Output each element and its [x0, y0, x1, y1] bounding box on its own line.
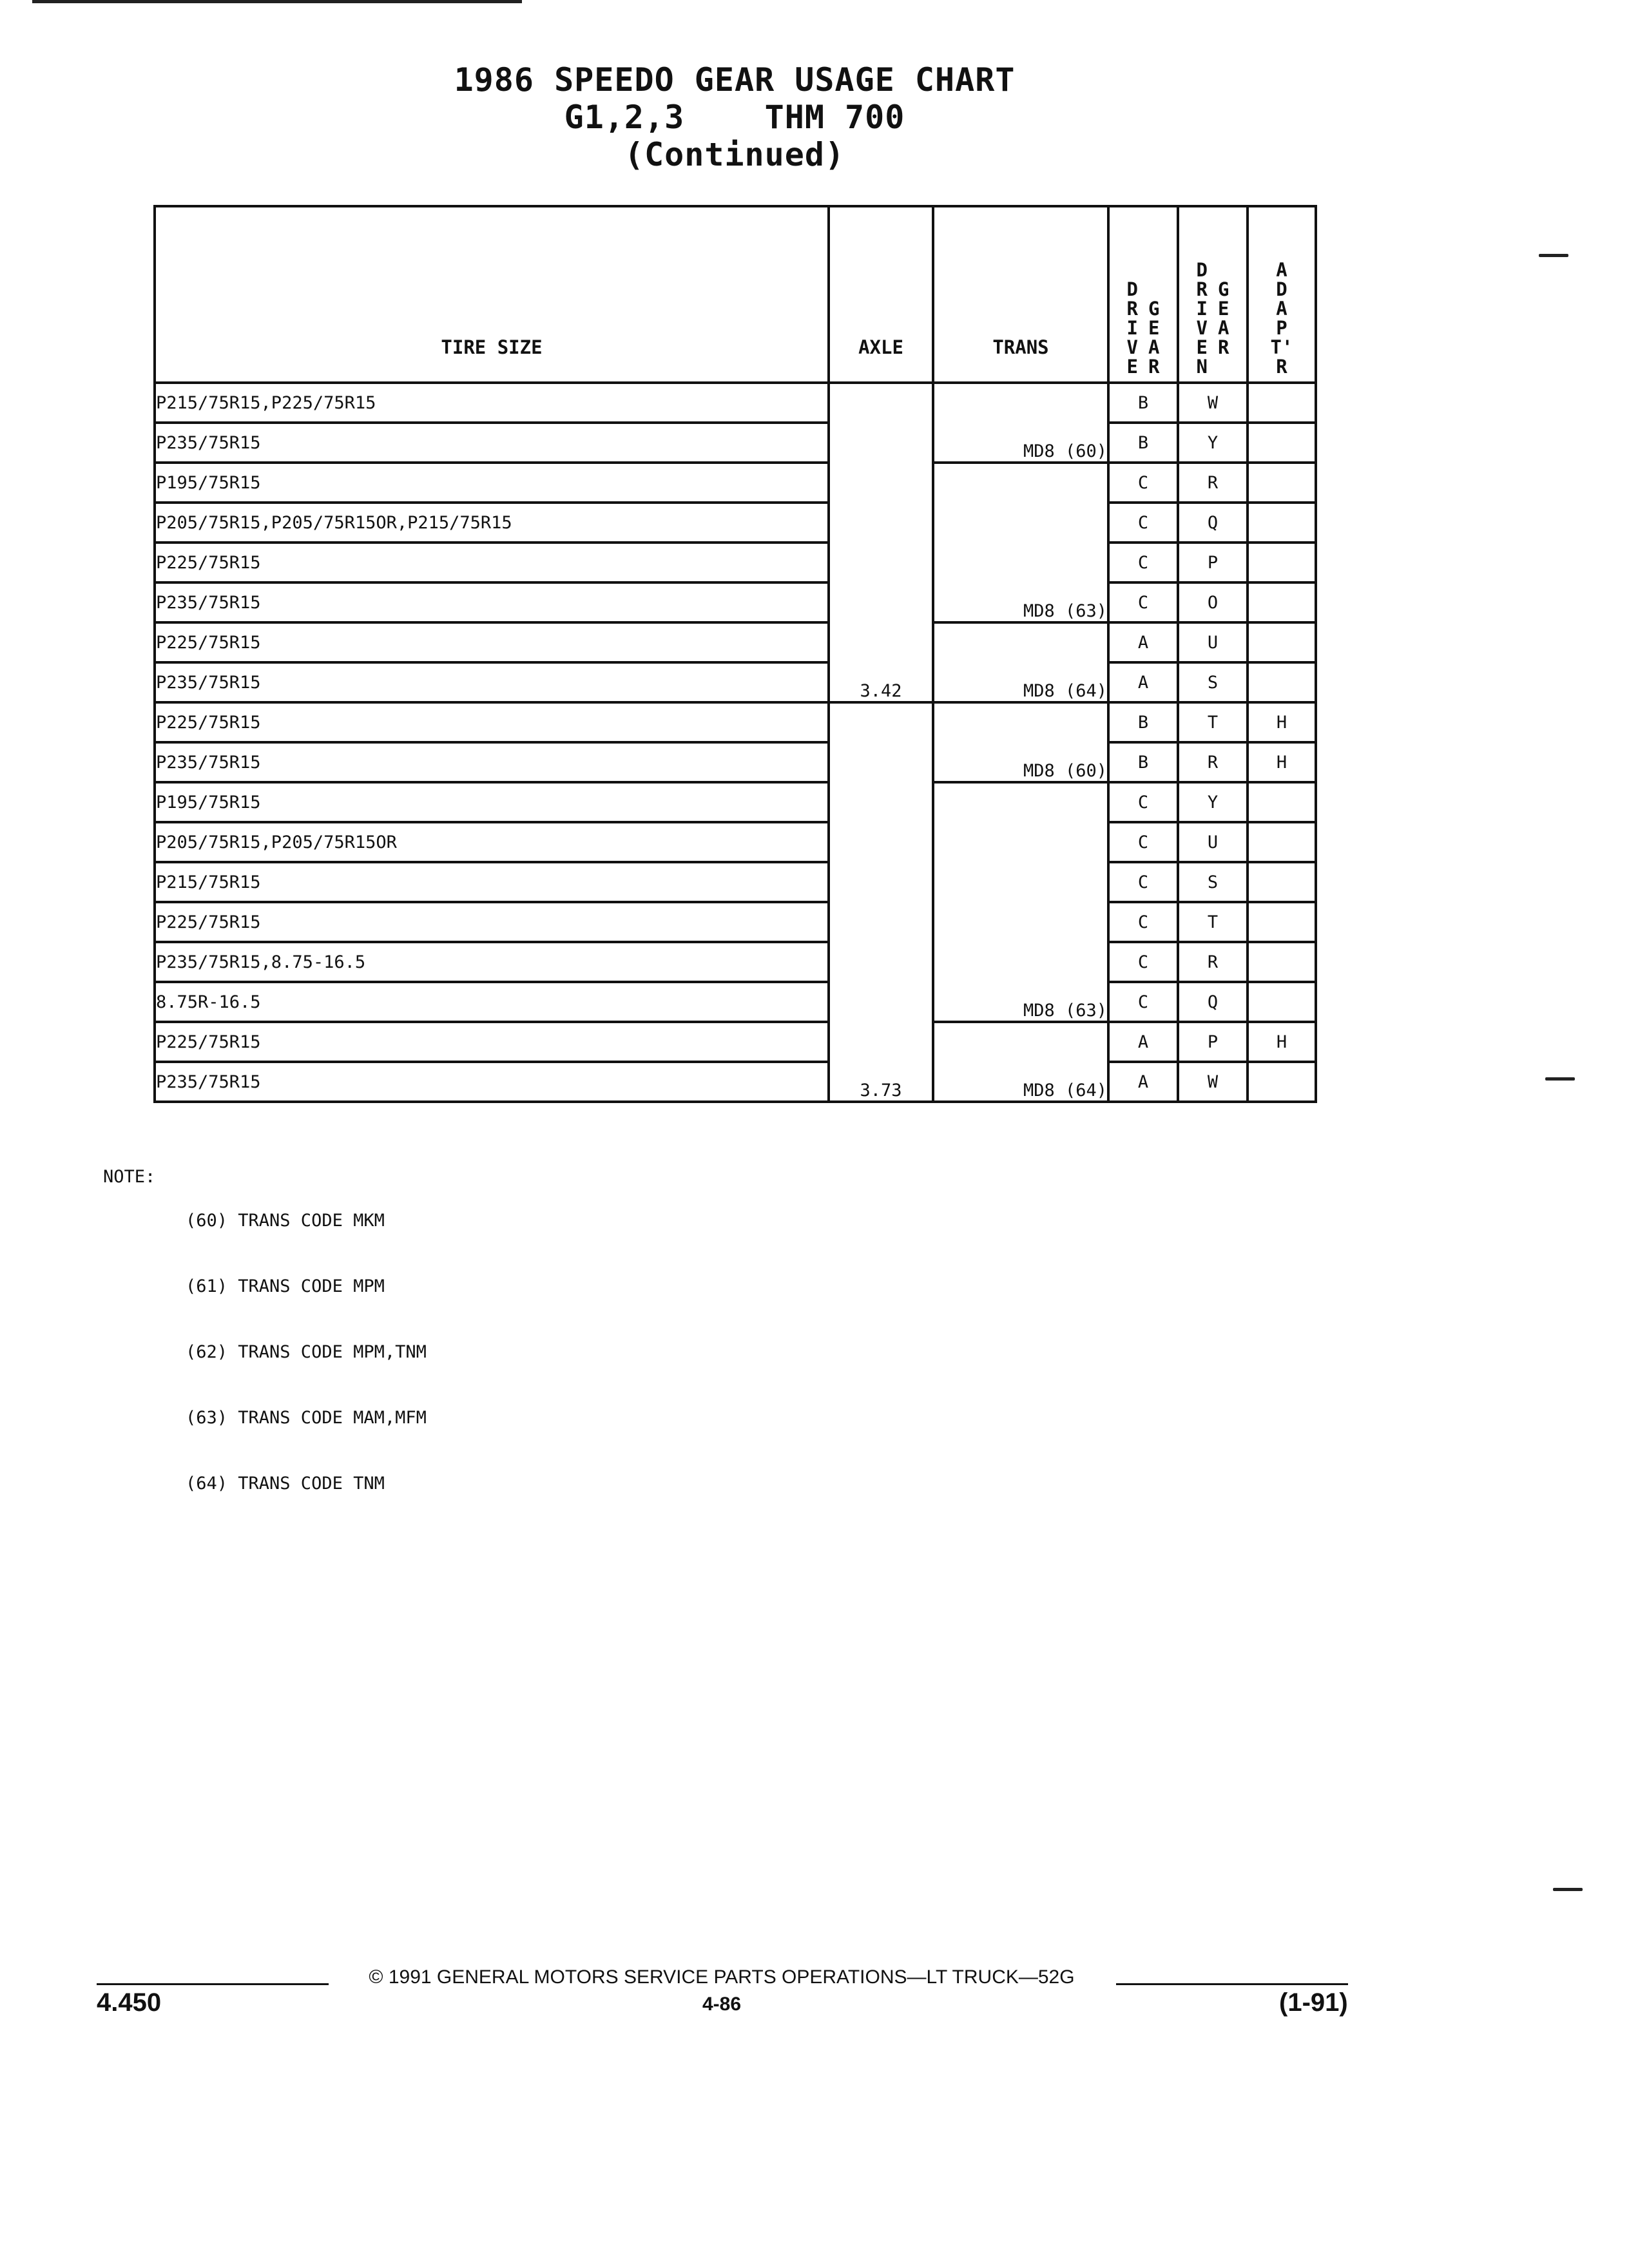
table-header-row	[155, 206, 1316, 383]
drive-gear-cell: A	[1108, 1022, 1178, 1062]
drive-gear-cell: C	[1108, 543, 1178, 582]
title-line-1: 1986 SPEEDO GEAR USAGE CHART	[454, 61, 1016, 99]
driven-gear-cell: W	[1178, 1062, 1248, 1102]
driven-gear-cell: O	[1178, 582, 1248, 622]
header-tire-size: TIRE SIZE	[155, 206, 829, 383]
tire-size-cell: P235/75R15	[155, 662, 829, 702]
page-title	[361, 61, 1108, 173]
footer-rule-left	[97, 1983, 329, 1985]
drive-gear-cell: A	[1108, 1062, 1178, 1102]
driven-gear-cell: S	[1178, 862, 1248, 902]
footer-revision: (1-91)	[1279, 1988, 1348, 2017]
driven-gear-cell: S	[1178, 662, 1248, 702]
table-row	[155, 742, 1316, 782]
table-row	[155, 1062, 1316, 1102]
drive-gear-cell: A	[1108, 662, 1178, 702]
table-row	[155, 942, 1316, 982]
margin-mark	[1539, 254, 1568, 257]
footer-copyright: © 1991 GENERAL MOTORS SERVICE PARTS OPERATIONS—LT TRUCK—52G	[369, 1966, 1075, 1988]
drive-gear-cell: C	[1108, 982, 1178, 1022]
driven-gear-cell: T	[1178, 702, 1248, 742]
table-row	[155, 822, 1316, 862]
notes-list	[186, 1166, 427, 1539]
table-row	[155, 543, 1316, 582]
adapter-cell	[1248, 1062, 1316, 1102]
adapter-cell	[1248, 982, 1316, 1022]
adapter-cell	[1248, 862, 1316, 902]
table-row	[155, 902, 1316, 942]
note-item: (60) TRANS CODE MKM	[186, 1211, 385, 1231]
drive-gear-cell: C	[1108, 862, 1178, 902]
tire-size-cell: P235/75R15	[155, 1062, 829, 1102]
adapter-cell	[1248, 582, 1316, 622]
tire-size-cell: P235/75R15	[155, 742, 829, 782]
tire-size-cell: P205/75R15,P205/75R15OR,P215/75R15	[155, 503, 829, 543]
table-row	[155, 982, 1316, 1022]
tire-size-cell: P205/75R15,P205/75R15OR	[155, 822, 829, 862]
trans-cell: MD8 (64)	[933, 622, 1108, 702]
adapter-cell	[1248, 503, 1316, 543]
header-trans: TRANS	[933, 206, 1108, 383]
drive-gear-cell: A	[1108, 622, 1178, 662]
drive-gear-cell: C	[1108, 463, 1178, 503]
drive-gear-cell: C	[1108, 822, 1178, 862]
driven-gear-cell: T	[1178, 902, 1248, 942]
tire-size-cell: P215/75R15,P225/75R15	[155, 383, 829, 423]
adapter-cell	[1248, 543, 1316, 582]
adapter-cell	[1248, 942, 1316, 982]
tire-size-cell: P225/75R15	[155, 543, 829, 582]
header-drive-gear: D R I V E G E A R	[1108, 206, 1178, 383]
adapter-cell	[1248, 822, 1316, 862]
drive-gear-cell: B	[1108, 383, 1178, 423]
table-row	[155, 423, 1316, 463]
title-line-3: (Continued)	[624, 136, 845, 173]
driven-gear-cell: U	[1178, 622, 1248, 662]
axle-cell: 3.73	[829, 702, 933, 1102]
table-row	[155, 383, 1316, 423]
table-row	[155, 862, 1316, 902]
drive-gear-cell: B	[1108, 423, 1178, 463]
table-row	[155, 1022, 1316, 1062]
driven-gear-cell: Y	[1178, 423, 1248, 463]
trans-cell: MD8 (64)	[933, 1022, 1108, 1102]
drive-gear-cell: C	[1108, 582, 1178, 622]
driven-gear-cell: Q	[1178, 982, 1248, 1022]
drive-gear-cell: C	[1108, 902, 1178, 942]
axle-cell: 3.42	[829, 383, 933, 702]
note-item: (64) TRANS CODE TNM	[186, 1474, 385, 1494]
table-row	[155, 503, 1316, 543]
table-row	[155, 702, 1316, 742]
trans-cell: MD8 (60)	[933, 383, 1108, 463]
tire-size-cell: P235/75R15,8.75-16.5	[155, 942, 829, 982]
tire-size-cell: P225/75R15	[155, 622, 829, 662]
trans-cell: MD8 (60)	[933, 702, 1108, 782]
adapter-cell	[1248, 622, 1316, 662]
driven-gear-cell: R	[1178, 742, 1248, 782]
driven-gear-cell: Q	[1178, 503, 1248, 543]
header-axle: AXLE	[829, 206, 933, 383]
adapter-cell: H	[1248, 702, 1316, 742]
table-row	[155, 463, 1316, 503]
footer-page-code: 4.450	[97, 1988, 162, 2017]
adapter-cell: H	[1248, 1022, 1316, 1062]
table-row	[155, 782, 1316, 822]
drive-gear-cell: B	[1108, 742, 1178, 782]
top-rule	[32, 0, 522, 3]
table-row	[155, 622, 1316, 662]
tire-size-cell: P235/75R15	[155, 423, 829, 463]
adapter-cell: H	[1248, 742, 1316, 782]
driven-gear-cell: Y	[1178, 782, 1248, 822]
adapter-cell	[1248, 902, 1316, 942]
driven-gear-cell: R	[1178, 463, 1248, 503]
driven-gear-cell: U	[1178, 822, 1248, 862]
margin-mark	[1553, 1888, 1583, 1891]
note-item: (62) TRANS CODE MPM,TNM	[186, 1342, 427, 1362]
header-driven-gear: D R I V E N G E A R	[1178, 206, 1248, 383]
trans-cell: MD8 (63)	[933, 782, 1108, 1022]
tire-size-cell: P215/75R15	[155, 862, 829, 902]
driven-gear-cell: W	[1178, 383, 1248, 423]
speedo-gear-table	[153, 205, 1317, 1103]
table-row	[155, 662, 1316, 702]
driven-gear-cell: R	[1178, 942, 1248, 982]
drive-gear-cell: B	[1108, 702, 1178, 742]
adapter-cell	[1248, 662, 1316, 702]
note-item: (63) TRANS CODE MAM,MFM	[186, 1408, 427, 1428]
drive-gear-cell: C	[1108, 782, 1178, 822]
margin-mark	[1545, 1077, 1575, 1081]
title-line-2: G1,2,3 THM 700	[564, 99, 905, 136]
drive-gear-cell: C	[1108, 942, 1178, 982]
driven-gear-cell: P	[1178, 1022, 1248, 1062]
tire-size-cell: P225/75R15	[155, 902, 829, 942]
tire-size-cell: P225/75R15	[155, 702, 829, 742]
notes-label: NOTE:	[103, 1167, 156, 1187]
adapter-cell	[1248, 782, 1316, 822]
adapter-cell	[1248, 383, 1316, 423]
tire-size-cell: P195/75R15	[155, 463, 829, 503]
table-row	[155, 582, 1316, 622]
footer-rule-right	[1116, 1983, 1348, 1985]
footer-page-number: 4-86	[702, 1994, 742, 2015]
note-item: (61) TRANS CODE MPM	[186, 1276, 385, 1296]
driven-gear-cell: P	[1178, 543, 1248, 582]
tire-size-cell: P195/75R15	[155, 782, 829, 822]
tire-size-cell: P225/75R15	[155, 1022, 829, 1062]
tire-size-cell: P235/75R15	[155, 582, 829, 622]
adapter-cell	[1248, 423, 1316, 463]
adapter-cell	[1248, 463, 1316, 503]
tire-size-cell: 8.75R-16.5	[155, 982, 829, 1022]
drive-gear-cell: C	[1108, 503, 1178, 543]
trans-cell: MD8 (63)	[933, 463, 1108, 622]
header-adapter: A D A P T' R	[1248, 206, 1316, 383]
